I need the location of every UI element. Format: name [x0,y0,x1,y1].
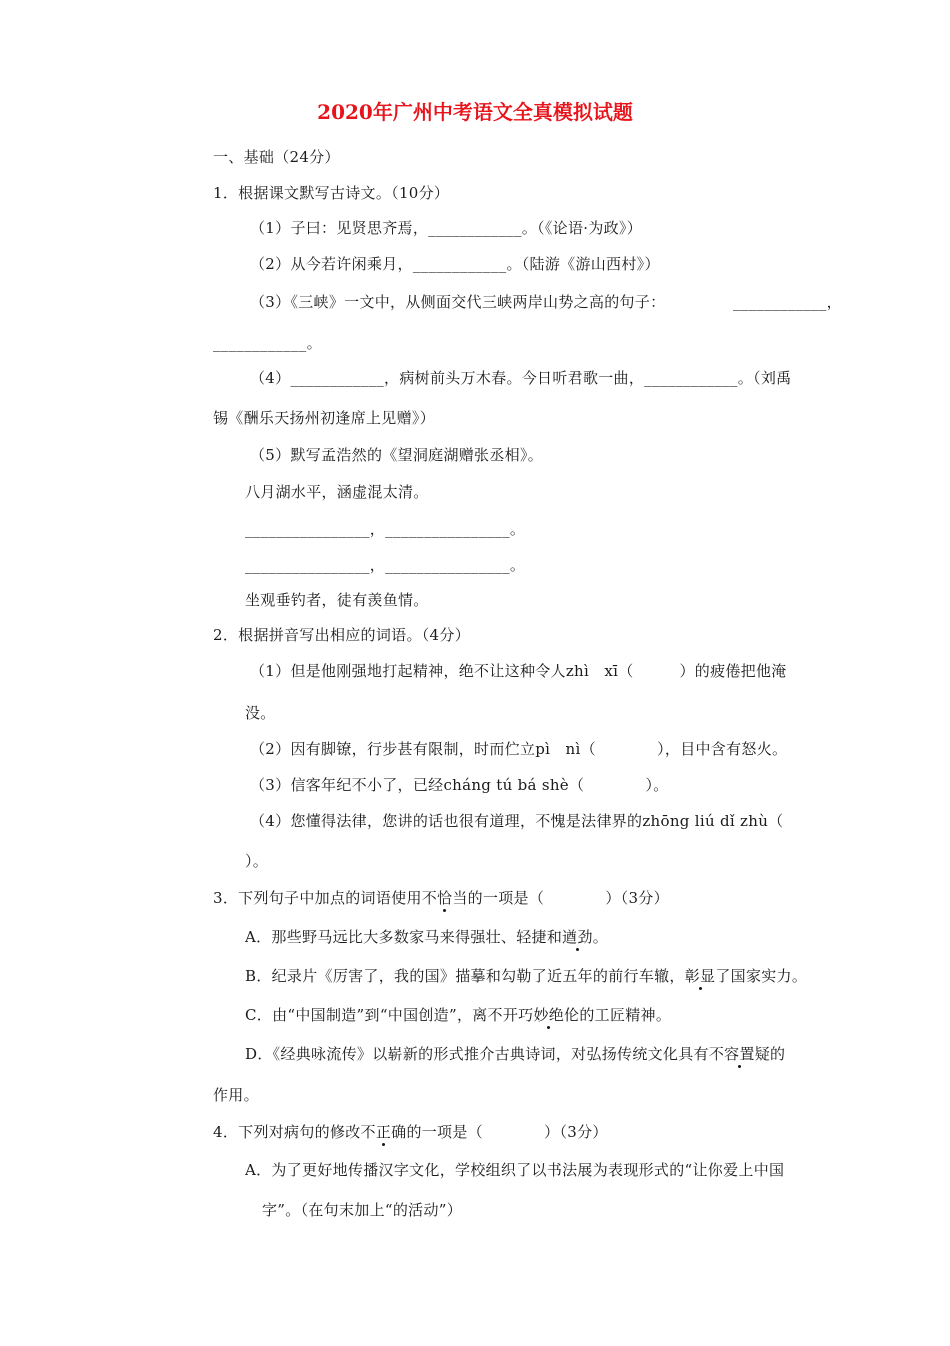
q3-option-d [245,1044,785,1064]
q3-stem-text-2: 的一项是（ ）（3分） [467,889,669,907]
q2-stem: 2．根据拼音写出相应的词语。（4分） [213,626,470,644]
q4-stem-text: 4．下列对病句的修改 [213,1123,361,1141]
poem-blank-line-1: ________________，________________。 [245,520,526,538]
q1-item3-blank: ____________， [733,293,842,311]
poem-line-4: 坐观垂钓者，徒有羡鱼情。 [245,591,429,609]
q1-item1: （1）子曰：见贤思齐焉，____________。（《论语·为政》） [250,219,643,237]
q3-option-c [245,1005,671,1025]
option-text: 的工匠精神。 [579,1006,672,1024]
q4-option-a: A．为了更好地传播汉字文化，学校组织了以书法展为表现形式的“让你爱上中国 [245,1161,785,1179]
q3-stem-text: 3．下列句子中加点的词语使用 [213,889,422,907]
emphasis-dotted: 遒劲 [562,928,593,946]
emphasis-dotted: 不容置疑 [708,1045,771,1063]
q3-option-d-cont: 作用。 [213,1086,259,1104]
q2-item3: （3）信客年纪不小了，已经cháng tú bá shè（ ）。 [250,776,669,794]
option-text: D．《经典咏流传》以崭新的形式推介古典诗词，对弘扬传统文化具有 [245,1045,709,1063]
section-heading: 一、基础（24分） [213,148,340,166]
option-text: C．由“中国制造”到“中国创造”，离不开 [245,1006,519,1024]
q1-item5: （5）默写孟浩然的《望洞庭湖赠张丞相》。 [250,446,544,464]
q3-stem [213,888,669,908]
q4-stem [213,1122,608,1142]
q2-item4-cont: ）。 [245,852,269,870]
q1-item2: （2）从今若许闲乘月，____________。（陆游《游山西村》） [250,255,660,273]
q2-item2: （2）因有脚镣，行步甚有限制，时而伫立pì nì（ ），目中含有怒火。 [250,740,788,758]
q1-stem: 1．根据课文默写古诗文。（10分） [213,184,450,202]
q1-item4-cont: 锡《酬乐天扬州初逢席上见赠》） [213,409,436,427]
option-text: 。 [592,928,609,946]
page-title: 2020年广州中考语文全真模拟试题 [317,100,633,124]
q1-item3: （3）《三峡》一文中，从侧面交代三峡两岸山势之高的句子： [250,293,666,311]
q2-item4: （4）您懂得法律，您讲的话也很有道理，不愧是法律界的zhōng liú dǐ zhù（ [250,812,784,830]
emphasis-dotted: 不正确 [360,1123,407,1141]
q2-item1: （1）但是他刚强地打起精神，绝不让这种令人zhì xī（ ）的疲倦把他淹 [250,662,787,680]
q3-option-a [245,927,608,947]
option-text: 的 [770,1045,786,1063]
poem-line-1: 八月湖水平，涵虚混太清。 [245,483,429,501]
option-text: B．纪录片《厉害了，我的国》描摹和勾勒了近五年的前行车辙， [245,967,685,985]
q4-option-a-cont: 字”。（在句末加上“的活动”） [262,1201,463,1219]
emphasis-dotted: 巧妙绝伦 [518,1006,580,1024]
emphasis-dotted: 彰显 [684,967,716,985]
q1-item3-blank-2: ____________。 [213,334,322,352]
option-text: A．那些野马远比大多数家马来得强壮、轻捷和 [245,928,563,946]
q3-option-b [245,966,807,986]
q1-item4: （4）____________，病树前头万木春。今日听君歌一曲，____________。（刘禹 [250,369,792,387]
q4-stem-text-2: 的一项是（ ）（3分） [406,1123,608,1141]
poem-blank-line-2: ________________，________________。 [245,556,526,574]
emphasis-dotted: 不恰当 [421,889,468,907]
q2-item1-cont: 没。 [245,704,276,722]
option-text: 了国家实力。 [715,967,808,985]
